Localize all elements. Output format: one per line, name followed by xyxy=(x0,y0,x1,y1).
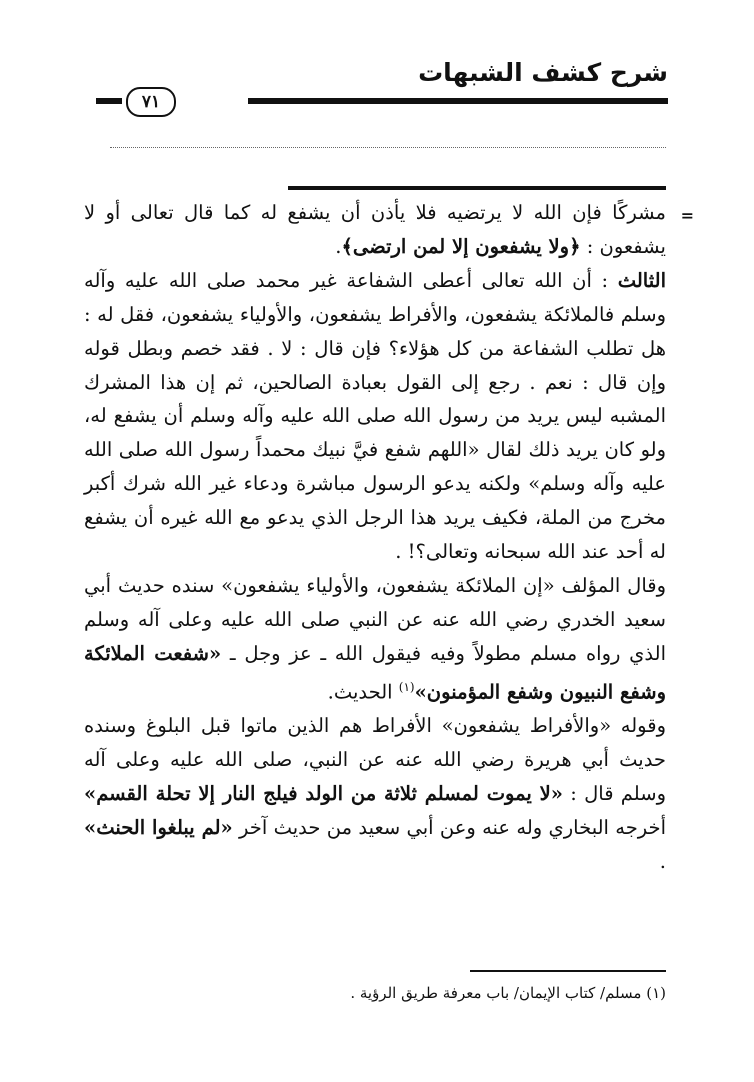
paragraph xyxy=(84,264,666,569)
margin-mark: = xyxy=(680,206,694,225)
emphasized-text: ﴿ولا يشفعون إلا لمن ارتضى﴾ xyxy=(341,234,581,258)
text-run: وقال المؤلف «إن الملائكة يشفعون، والأولياء يشفعون» سنده حديث أبي سعيد الخدري رضي الله عنه عن النبي صلى الله عليه وعلى آله وسلم الذي رواه مسلم مطولاً وفيه فيقول الله ـ عز وجل ـ xyxy=(84,573,666,665)
footnote-rule xyxy=(470,970,666,972)
text-run: وقوله «والأفراط يشفعون» الأفراط هم الذين ماتوا قبل البلوغ وسنده حديث أبي هريرة رضي الله عنه عن النبي، صلى الله عليه وعلى آله وسلم قال : xyxy=(84,714,666,805)
dotted-divider xyxy=(110,147,666,148)
emphasized-text: «شفعت الملائكة وشفع النبيون وشفع المؤمنون» xyxy=(84,641,666,704)
header-rule-end xyxy=(96,98,122,104)
paragraph xyxy=(84,569,666,709)
paragraph xyxy=(84,196,666,264)
text-run: : أن الله تعالى أعطى الشفاعة غير محمد صلى الله عليه وآله وسلم فالملائكة يشفعون، والأفراط يشفعون، والأولياء يشفعون، فقل له : هل تطلب الشفاعة من كل هؤلاء؟ فإن قال : لا . فقد خصم وبطل قوله وإن قال : نعم . رجع إلى القول بعبادة الصالحين، ثم إن هذا المشرك المشبه ليس يريد من رسول الله صلى الله عليه وآله وسلم أن يشفع له، ولو كان يريد ذلك لقال «اللهم شفع فيَّ نبيك محمداً رسول الله صلى الله عليه وآله وسلم» ولكنه يدعو الرسول مباشرة ودعاء غير الله شرك أكبر مخرج من الملة، فكيف يريد هذا الرجل الذي يدعو مع الله غيره أن يشفع له أحد عند الله سبحانه وتعالى؟! . xyxy=(84,268,666,564)
running-title: شرح كشف الشبهات xyxy=(418,58,668,87)
paragraph xyxy=(84,709,666,879)
page-number: ٧١ xyxy=(126,87,176,117)
footnote-reference: (١) xyxy=(398,679,415,694)
text-run: أخرجه البخاري وله عنه وعن أبي سعيد من حديث آخر xyxy=(232,815,666,839)
emphasized-text: «لم يبلغوا الحنث» xyxy=(84,815,233,839)
body-text xyxy=(84,196,666,879)
emphasized-text: «لا يموت لمسلم ثلاثة من الولد فيلج النار إلا تحلة القسم» xyxy=(84,781,563,805)
text-run: مشركًا فإن الله لا يرتضيه فلا يأذن أن يشفع له كما قال تعالى أو لا يشفعون : xyxy=(84,201,666,258)
text-top-rule xyxy=(288,186,666,190)
text-run: . xyxy=(659,849,666,873)
text-run: الحديث. xyxy=(327,680,399,704)
header-rule xyxy=(248,98,668,104)
footnote: (١) مسلم/ كتاب الإيمان/ باب معرفة طريق الرؤية . xyxy=(350,984,666,1002)
emphasized-text: الثالث xyxy=(617,268,666,292)
text-run: . xyxy=(335,234,342,258)
